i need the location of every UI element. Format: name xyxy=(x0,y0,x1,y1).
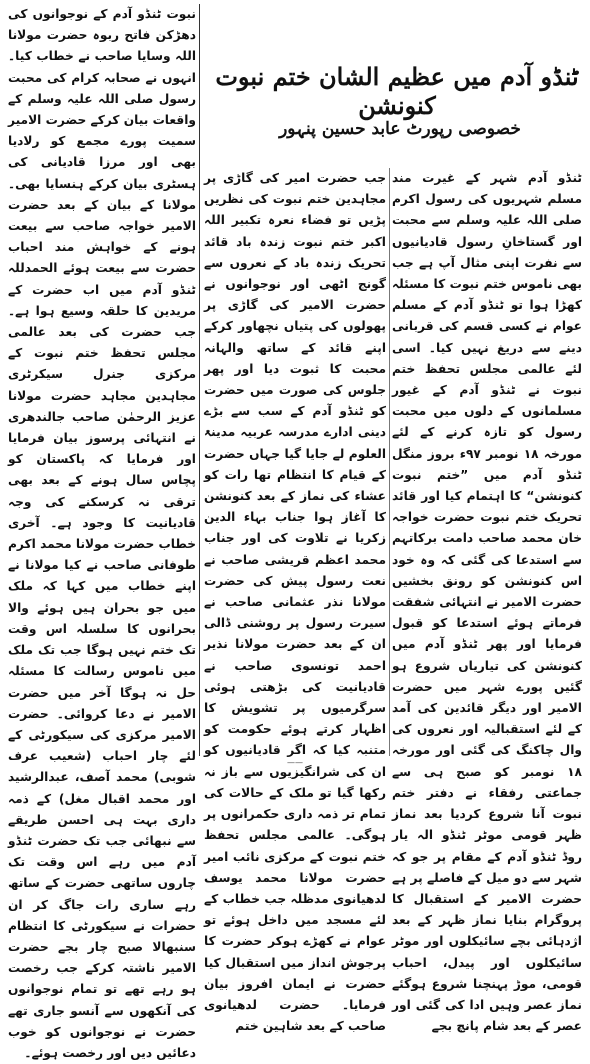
column-text: نبوت ٹنڈو آدم کے نوجوانوں کی دھڑکن فاتح ربوہ حضرت مولانا اللہ وسایا صاحب نے خطاب کیا۔ انہوں نے صحابہ کرام کی محبت رسول صلی اللہ علیہ وسلم کے واقعات بیان کرکے حضرت الامیر سمیت پورے مجمع کو رلادیا بھی اور مرزا قادیانی کی ہسٹری بیان کرکے ہنسایا بھی۔ مولانا کے بیان کے بعد حضرت الامیر خواجہ صاحب سے بیعت ہونے کے خواہش مند احباب حضرت سے بیعت ہوئے الحمدللہ ٹنڈو آدم میں اب حضرت کے مریدین کا حلقہ وسیع ہوا ہے۔ جب حضرت کی بعد عالمی مجلس تحفظ ختم نبوت کے مرکزی جنرل سیکرٹری مجاہدین مجاہد حضرت مولانا عزیز الرحمٰن صاحب جالندھری نے انتہائی پرسوز بیان فرمایا اور فرمایا کہ پاکستان کو پچاس سال ہونے کے بعد بھی ترقی نہ کرسکنے کی وجہ قادیانیت کا وجود ہے۔ آخری خطاب حضرت مولانا محمد اکرم طوفانی صاحب نے کیا مولانا نے اپنے خطاب میں کہا کہ ملک میں جو بحران ہیں ہوئے والا بحرانوں کا سلسلہ اس وقت تک ختم نہیں ہوگا جب تک ملک میں ناموس رسالت کا مسئلہ حل نہ ہوگا آخر میں حضرت الامیر نے دعا کروائی۔ حضرت الامیر مرکزی کی سیکورٹی کے لئے چار احباب (شعیب عرف شوبی) محمد آصف، عبدالرشید اور محمد اقبال مغل) کے ذمہ داری بہت ہی احسن طریقے سے نبھائی جب تک حضرت ٹنڈو آدم میں رہے اس وقت تک چاروں ساتھی حضرت کے ساتھ رہے ساری رات جاگ کر ان حضرات نے سیکورٹی کا انتظام سنبھالا صبح چار بجے حضرت الامیر ناشتہ کرکے جب رخصت ہو رہے تھے تو تمام نوجوانوں کی آنکھوں سے آنسو جاری تھے حضرت نے نوجوانوں کو خوب دعائیں دیں اور رخصت ہوئے۔ xyxy=(8,7,196,1060)
article-column-right xyxy=(392,168,582,1034)
column-divider xyxy=(199,4,200,756)
column-text: جب حضرت امیر کی گاڑی پر مجاہدین ختم نبوت کی نظریں پڑیں تو فضاء نعرہ تکبیر اللہ اکبر ختم نبوت زندہ باد قائد تحریک زندہ باد کے نعروں سے گونج اٹھی اور نوجوانوں نے حضرت الامیر کی گاڑی پر پھولوں کی پتیاں نچھاور کرکے اپنے قائد کے ساتھ والہانہ محبت کا ثبوت دیا اور پھر جلوس کی صورت میں حضرت کو ٹنڈو آدم کے سب سے بڑے دینی ادارے مدرسہ عربیہ مدینۃ العلوم لے جایا گیا جہاں حضرت کے قیام کا انتظام تھا رات کو عشاء کی نماز کے بعد کنونشن کا آغاز ہوا جناب بہاء الدین زکریا نے تلاوت کی اور جناب محمد اعظم قریشی صاحب نے نعت رسول پیش کی حضرت مولانا نذر عثمانی صاحب نے سیرت رسول پر روشنی ڈالی ان کے بعد حضرت مولانا نذیر احمد تونسوی صاحب نے قادیانیت کی بڑھتی ہوئی سرگرمیوں پر تشویش کا اظہار کرتے ہوئے حکومت کو متنبہ کیا کہ اگر قادیانیوں کو ان کی شرانگیزیوں سے باز نہ رکھا گیا تو ملک کے حالات کی تمام تر ذمہ داری حکمرانوں پر ہوگی۔ عالمی مجلس تحفظ ختم نبوت کے مرکزی نائب امیر حضرت مولانا محمد یوسف لدھیانوی مدظلہ جب خطاب کے لئے مسجد میں داخل ہوئے تو عوام نے کھڑے ہوکر حضرت کا پرجوش انداز میں استقبال کیا حضرت نے ایمان افروز بیان فرمایا۔ حضرت لدھیانوی صاحب کے بعد شاہین ختم xyxy=(204,171,386,1034)
article-column-middle xyxy=(204,168,386,1034)
article-byline: خصوصی رپورٹ عابد حسین پنہور xyxy=(279,119,521,139)
article-title: ٹنڈو آدم میں عظیم الشان ختم نبوت کنونشن xyxy=(215,62,579,120)
column-divider xyxy=(389,168,390,756)
column-text: ٹنڈو آدم شہر کے غیرت مند مسلم شہریوں کی رسول اکرم صلی اللہ علیہ وسلم سے محبت اور گستاخانِ رسول قادیانیوں سے نفرت اپنی مثال آپ ہے جب بھی ناموس ختم نبوت کا مسئلہ کھڑا ہوا تو ٹنڈو آدم کے مسلم عوام نے کسی قسم کی قربانی دینے سے دریغ نہیں کیا۔ اسی لئے عالمی مجلس تحفظ ختم نبوت نے ٹنڈو آدم کے غیور مسلمانوں کے دلوں میں محبت رسول کو تازہ کرنے کے لئے مورخہ ۱۸ نومبر ۹۷ء بروز منگل ٹنڈو آدم میں ”ختم نبوت کنونشن“ کا اہتمام کیا اور قائد تحریک ختم نبوت حضرت خواجہ خان محمد صاحب دامت برکاتہم سے استدعا کی گئی کہ وہ خود اس کنونشن کو رونق بخشیں حضرت الامیر نے انتہائی شفقت فرماتے ہوئے استدعا کو قبول فرمایا اور پھر ٹنڈو آدم میں کنونشن کی تیاریاں شروع ہو گئیں پورے شہر میں حضرت الامیر اور دیگر قائدین کی آمد کے لئے استقبالیہ اور نعروں کی وال چاکنگ کی گئی اور مورخہ ۱۸ نومبر کو صبح ہی سے جماعتی رفقاء نے دفتر ختم نبوت آنا شروع کردیا بعد نماز ظہر قومی موٹر ٹنڈو الہ یار روڈ ٹنڈو آدم کے مقام پر جو کہ شہر سے دو میل کے فاصلے پر ہے حضرت الامیر کے استقبال کا پروگرام بنایا نماز ظہر کے بعد اژدہائی بچے سائیکلوں اور موٹر سائیکلوں اور پیدل، احباب قومی، موڑ پہنچنا شروع ہوگئے نماز عصر وہیں ادا کی گئی اور عصر کے بعد شام پانچ بجے xyxy=(392,171,582,1034)
article-column-left xyxy=(8,4,196,1060)
page-folio-mark: —— xyxy=(287,758,303,767)
